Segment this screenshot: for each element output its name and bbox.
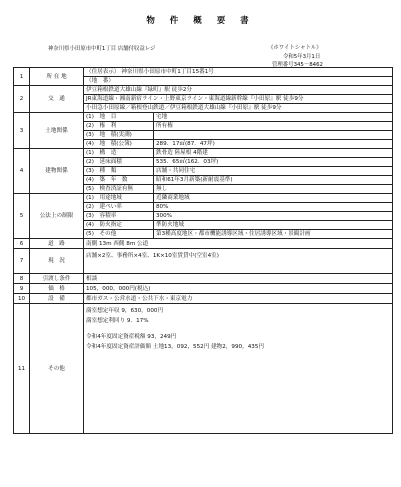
access-line: JR東海道線・湘南新宿ライン・上野東京ライン・東海道線新幹線『小田原』駅 徒歩9分 (84, 95, 393, 104)
land-item-value: 宅地 (154, 113, 393, 122)
other-note-line: 満室想定年収 9，630，000円 (86, 308, 164, 314)
land-item-label: (2) 権 利 (84, 122, 154, 131)
row-label-other: その他 (30, 304, 84, 434)
other-note-line: 満室想定利回り 9．17% (86, 318, 149, 324)
access-line: 伊豆箱根鉄道大雄山線『緑町』駅 徒歩2分 (84, 86, 393, 95)
row-number: 1 (14, 68, 30, 86)
document-title: 物 件 概 要 書 (146, 16, 255, 26)
other-note-line: 令和4年度固定資産評価額 土地13，092，552円 建物2，990，435円 (86, 344, 264, 350)
restriction-item-label: (5) その他 (84, 230, 154, 239)
building-item-label: (3) 種 類 (84, 167, 154, 176)
access-line: 小田急小田原線／箱根登山鉄道／伊豆箱根鉄道大雄山線『小田原』駅 徒歩9分 (84, 104, 393, 113)
building-item-label: (2) 延床面積 (84, 158, 154, 167)
row-label-handover: 引渡し条件 (30, 274, 84, 284)
row-label-land: 土地関係 (30, 113, 84, 149)
other-note-line: 令和4年度固定資産税額 93，249円 (86, 334, 177, 340)
row-label-price: 価 格 (30, 284, 84, 294)
property-summary-table (13, 67, 393, 434)
row-number: 11 (14, 304, 30, 434)
restriction-item-label: (2) 建ぺい率 (84, 203, 154, 212)
current-status-value: 店舗×2室、事務所×4室、1K×10室賃貸中(空室4室) (84, 249, 393, 274)
handover-value: 相談 (84, 274, 393, 284)
row-label-location: 所 在 地 (30, 68, 84, 86)
land-item-value: 289．17㎡(87．47坪) (154, 140, 393, 149)
restriction-item-value: 準防火地域 (154, 221, 393, 230)
row-number: 4 (14, 149, 30, 194)
land-item-value: 所有権 (154, 122, 393, 131)
row-label-building: 建物関係 (30, 149, 84, 194)
row-number: 7 (14, 249, 30, 274)
facilities-value: 都市ガス・公営水道・公共下水・東京電力 (84, 294, 393, 304)
building-item-label: (4) 築 年 数 (84, 176, 154, 185)
building-item-value: 店舗・共同住宅 (154, 167, 393, 176)
row-label-legal-restrictions: 公法上の制限 (30, 194, 84, 239)
restriction-item-value: 第3種高度地区・都市機能誘導区域・住居誘導区域・景観計画 (154, 230, 393, 239)
restriction-item-value: 近隣商業地域 (154, 194, 393, 203)
row-number: 10 (14, 294, 30, 304)
row-number: 2 (14, 86, 30, 113)
address-value: （住居表示） 神奈川県小田原市中町1丁目15番1号 (84, 68, 393, 77)
land-item-label: (3) 地 積(実測) (84, 131, 154, 140)
document-date: 令和5年3月1日 (283, 54, 321, 60)
restriction-item-label: (1) 用途地域 (84, 194, 154, 203)
building-item-value: 鉄骨造 陸屋根 4階建 (154, 149, 393, 158)
lot-number-value: （地 番） (84, 77, 393, 86)
property-heading: 神奈川県小田原市中町1丁目 店舗付収益レジ (48, 46, 156, 52)
building-item-value: 無し (154, 185, 393, 194)
row-number: 8 (14, 274, 30, 284)
road-value: 南側 13m 西側 8m 公道 (84, 239, 393, 249)
building-item-label: (5) 検査済証有無 (84, 185, 154, 194)
building-item-label: (1) 構 造 (84, 149, 154, 158)
row-label-current-status: 現 況 (30, 249, 84, 274)
row-number: 6 (14, 239, 30, 249)
row-number: 9 (14, 284, 30, 294)
building-item-value: 昭和61年3月新築(新耐震基準) (154, 176, 393, 185)
restriction-item-value: 300% (154, 212, 393, 221)
management-number: 管理番号345－8462 (272, 62, 323, 68)
row-label-facilities: 設 備 (30, 294, 84, 304)
land-item-label: (4) 地 積(公簿) (84, 140, 154, 149)
restriction-item-value: 80% (154, 203, 393, 212)
building-item-value: 535．65㎡(162．03坪) (154, 158, 393, 167)
other-notes (84, 304, 393, 434)
restriction-item-label: (3) 容積率 (84, 212, 154, 221)
restriction-item-label: (4) 防火指定 (84, 221, 154, 230)
land-item-value (154, 131, 393, 140)
building-name: 《ホワイトシャトル》 (268, 45, 322, 51)
row-number: 3 (14, 113, 30, 149)
row-number: 5 (14, 194, 30, 239)
land-item-label: (1) 地 目 (84, 113, 154, 122)
row-label-access: 交 通 (30, 86, 84, 113)
price-value: 105，000，000円(税込) (84, 284, 393, 294)
row-label-road: 道 路 (30, 239, 84, 249)
